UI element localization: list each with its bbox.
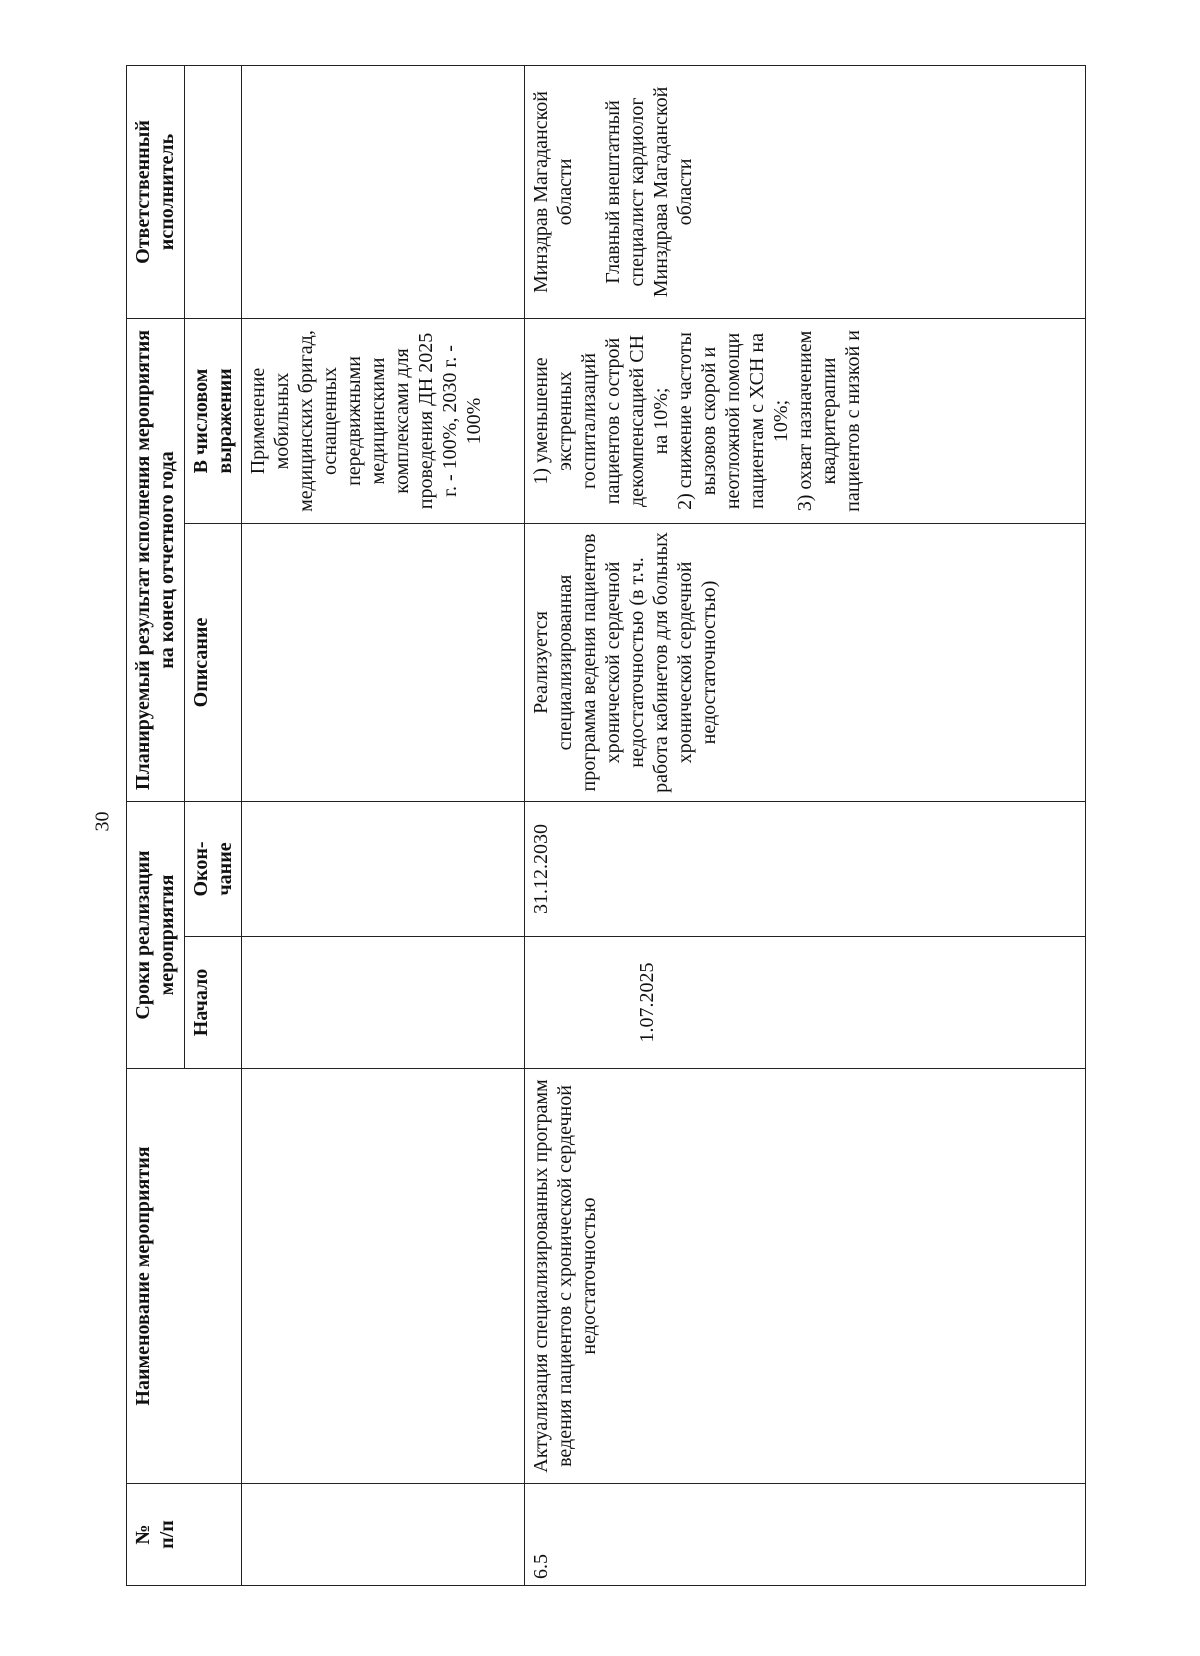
cell-numeric: 1) уменьшение экстренных госпитализаций пациентов с острой декомпенсацией СН на 10%; 2) снижение частоты вызовов скорой и неотложной помощи пациентам с ХСН на 10%; 3) охват назначением квадритерапии пациентов с низкой и [525,318,1086,523]
cell-num: 6.5 [525,1484,1086,1586]
header-numeric: В числовом выражении [184,318,242,523]
cell-responsible: Минздрав Магаданской области Главный внештатный специалист кардиолог Минздрава Магаданской области [525,65,1086,318]
activities-table [126,65,1086,1586]
cell-end: 31.12.2030 [525,801,1086,936]
header-description: Описание [184,523,242,801]
header-num: № п/п [127,1484,242,1586]
cell-name [242,1069,525,1484]
header-end: Окон- чание [184,801,242,936]
cell-name: Актуализация специализированных программ ведения пациентов с хронической сердечной недостаточностью [525,1069,1086,1484]
table-row [525,65,1086,1585]
header-result: Планируемый результат исполнения мероприятия на конец отчетного года [127,318,185,801]
rotated-table-container [126,66,1086,1586]
header-name: Наименование мероприятия [127,1069,242,1484]
table-row [242,65,525,1585]
cell-num [242,1484,525,1586]
header-responsible: Ответственный исполнитель [127,65,185,318]
cell-description [242,523,525,801]
cell-numeric: Применение мобильных медицинских бригад, оснащенных передвижными медицинскими комплексами для проведения ДН 2025 г. - 100%, 2030 г. - 100% [242,318,525,523]
cell-responsible [242,65,525,318]
cell-start [242,937,525,1069]
header-terms: Сроки реализации мероприятия [127,801,185,1068]
cell-end [242,801,525,936]
cell-start: 1.07.2025 [525,937,1086,1069]
table-header-row [127,65,185,1585]
header-responsible-empty [184,65,242,318]
header-start: Начало [184,937,242,1069]
page-number: 30 [91,811,114,832]
cell-description: Реализуется специализированная программа ведения пациентов хронической сердечной недостаточностью (в т.ч. работа кабинетов для больных хронической сердечной недостаточностью) [525,523,1086,801]
